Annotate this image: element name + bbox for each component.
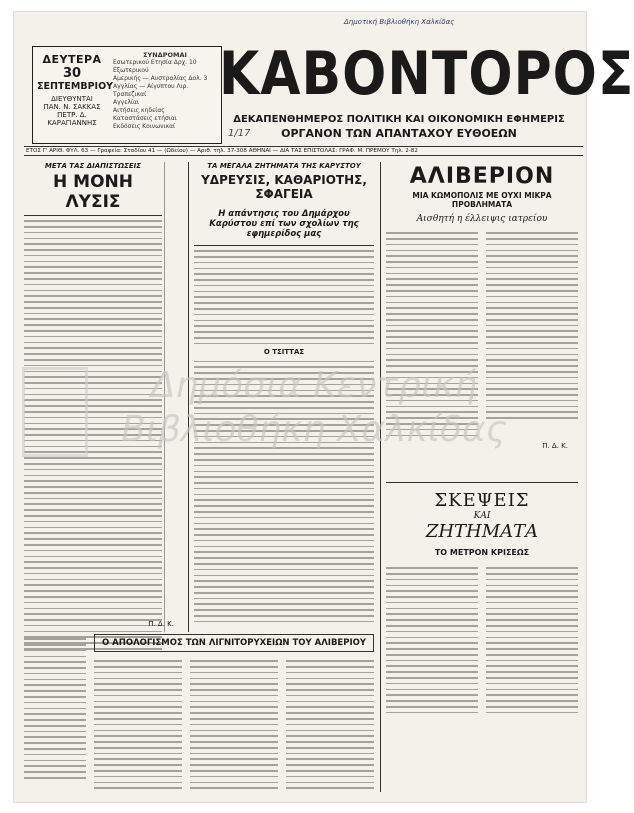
article-body-text: [194, 250, 374, 344]
masthead-tagline: ΟΡΓΑΝΟΝ ΤΩΝ ΑΠΑΝΤΑΧΟΥ ΕΥΘΟΕΩΝ: [281, 127, 517, 140]
article-body-text: [386, 563, 478, 718]
subscription-line: Εκδόσεις Κοινωνικαί: [113, 123, 176, 130]
date-number: 30: [62, 66, 82, 81]
article-columns: [386, 563, 578, 718]
subscription-line: Αιτήσεις κηδείας: [113, 107, 165, 114]
masthead-title: ΚΑΒΟΝΤΟΡΟΣ: [219, 39, 634, 109]
article-body-text: [286, 656, 374, 793]
director-name: ΠΑΝ. Ν. ΣΑΚΚΑΣ: [43, 103, 101, 111]
article-body-text: [190, 656, 278, 793]
article-subheadline: Η απάντησις του Δημάρχου Καρύστου επί των σχολίων της εφημερίδος μας: [209, 209, 359, 239]
library-watermark: [54, 364, 574, 452]
article-lignite-report: [94, 634, 374, 793]
article-kicker: ΜΕΤΑ ΤΑΣ ΔΙΑΠΙΣΤΩΣΕΙΣ: [44, 162, 142, 170]
section-label: ΤΟ ΜΕΤΡΟΝ ΚΡΙΣΕΩΣ: [434, 548, 530, 557]
issue-info-box: [32, 46, 222, 144]
article-body-text: [94, 656, 182, 793]
masthead-subtitle: ΔΕΚΑΠΕΝΘΗΜΕΡΟΣ ΠΟΛΙΤΙΚΗ ΚΑΙ ΟΙΚΟΝΟΜΙΚΗ ΕΦΗΜΕΡΙΣ: [233, 114, 565, 125]
article-subheadline: ΜΙΑ ΚΩΜΟΠΟΛΙΣ ΜΕ ΟΥΧΙ ΜΙΚΡΑ ΠΡΟΒΛΗΜΑΤΑ: [412, 191, 552, 209]
article-kicker: ΤΑ ΜΕΓΑΛΑ ΖΗΤΗΜΑΤΑ ΤΗΣ ΚΑΡΥΣΤΟΥ: [207, 162, 361, 170]
article-body-text: [24, 634, 86, 783]
column-divider: [380, 162, 381, 792]
divider: [194, 245, 374, 246]
divider: [24, 215, 162, 216]
divider: [386, 482, 578, 483]
article-headline-part: ΣΚΕΨΕΙΣ: [434, 490, 530, 511]
subscription-line: Τραπεζικαί: [113, 91, 147, 98]
director-name: ΠΕΤΡ. Δ. ΚΑΡΑΓΙΑΝΝΗΣ: [47, 111, 97, 127]
article-headline-part: ΚΑΙ: [473, 511, 491, 521]
article-lede: Αισθητή η έλλειψις ιατρείου: [416, 214, 548, 224]
subscription-line: Αγγελίαι: [113, 99, 140, 106]
article-headline: ΑΛΙΒΕΡΙΟΝ: [409, 164, 555, 189]
directors-label: ΔΙΕΥΘΥΝΤΑΙ: [51, 95, 93, 103]
subscription-line: Εσωτερικού Ετησία Δρχ. 10: [113, 59, 197, 66]
month-label: ΣΕΠΤΕΜΒΡΙΟΥ: [37, 81, 114, 92]
date-block: [37, 53, 114, 127]
article-signature: Π. Δ. Κ.: [542, 442, 568, 451]
section-label: Ο ΤΣΙΤΤΑΣ: [263, 348, 305, 357]
article-skepseis: [386, 490, 578, 718]
article-headline: Ο ΑΠΟΛΟΓΙΣΜΟΣ ΤΩΝ ΛΙΓΝΙΤΟΡΥΧΕΙΩΝ ΤΟΥ ΑΛΙΒΕΡΙΟΥ: [94, 634, 374, 652]
article-columns: [94, 656, 374, 793]
newspaper-page: [14, 12, 634, 802]
subscription-line: Αγγλίας — Αίγυπτου Λιρ.: [113, 83, 189, 90]
article-body-text: [486, 563, 578, 718]
pencil-mark: 1/17: [228, 128, 251, 139]
watermark-line: Βιβλιοθήκη Χαλκίδας: [121, 409, 507, 450]
issue-info-line: ΕΤΟΣ Γ' ΑΡΙΘ. ΦΥΛ. 63 — Γραφεία: Σταδίου 41 — (Ωδείου) — Αριθ. τηλ. 37-308 ΑΘΗΝΑΙ — ΔΙΑ ΤΑΣ ΕΠΙΣΤΟΛΑΣ: ΓΡΑΦ. Μ. ΠΡΕΜΟΥ Τηλ. 2-82: [24, 146, 583, 156]
subscriptions-title: ΣΥΝΔΡΟΜΑΙ: [143, 51, 187, 59]
watermark-line: Δημόσια Κεντρική: [150, 365, 478, 406]
day-label: ΔΕΥΤΕΡΑ: [42, 53, 102, 66]
article-headline: Η ΜΟΝΗ ΛΥΣΙΣ: [53, 172, 133, 212]
subscription-line: Αμερικής — Αυστραλίας Δολ. 3: [113, 75, 208, 82]
subscriptions-block: [113, 51, 217, 131]
subscription-line: Εξωτερικού: [113, 67, 149, 74]
article-signature: Π. Δ. Κ.: [148, 620, 174, 628]
library-stamp-note: Δημοτική Βιβλιοθήκη Χαλκίδας: [344, 18, 455, 26]
article-headline: ΥΔΡΕΥΣΙΣ, ΚΑΘΑΡΙΟΤΗΣ, ΣΦΑΓΕΙΑ: [201, 173, 367, 201]
subscription-line: Καταστάσεις ετήσιαι: [113, 115, 177, 122]
article-headline-part: ΖΗΤΗΜΑΤΑ: [425, 521, 539, 542]
